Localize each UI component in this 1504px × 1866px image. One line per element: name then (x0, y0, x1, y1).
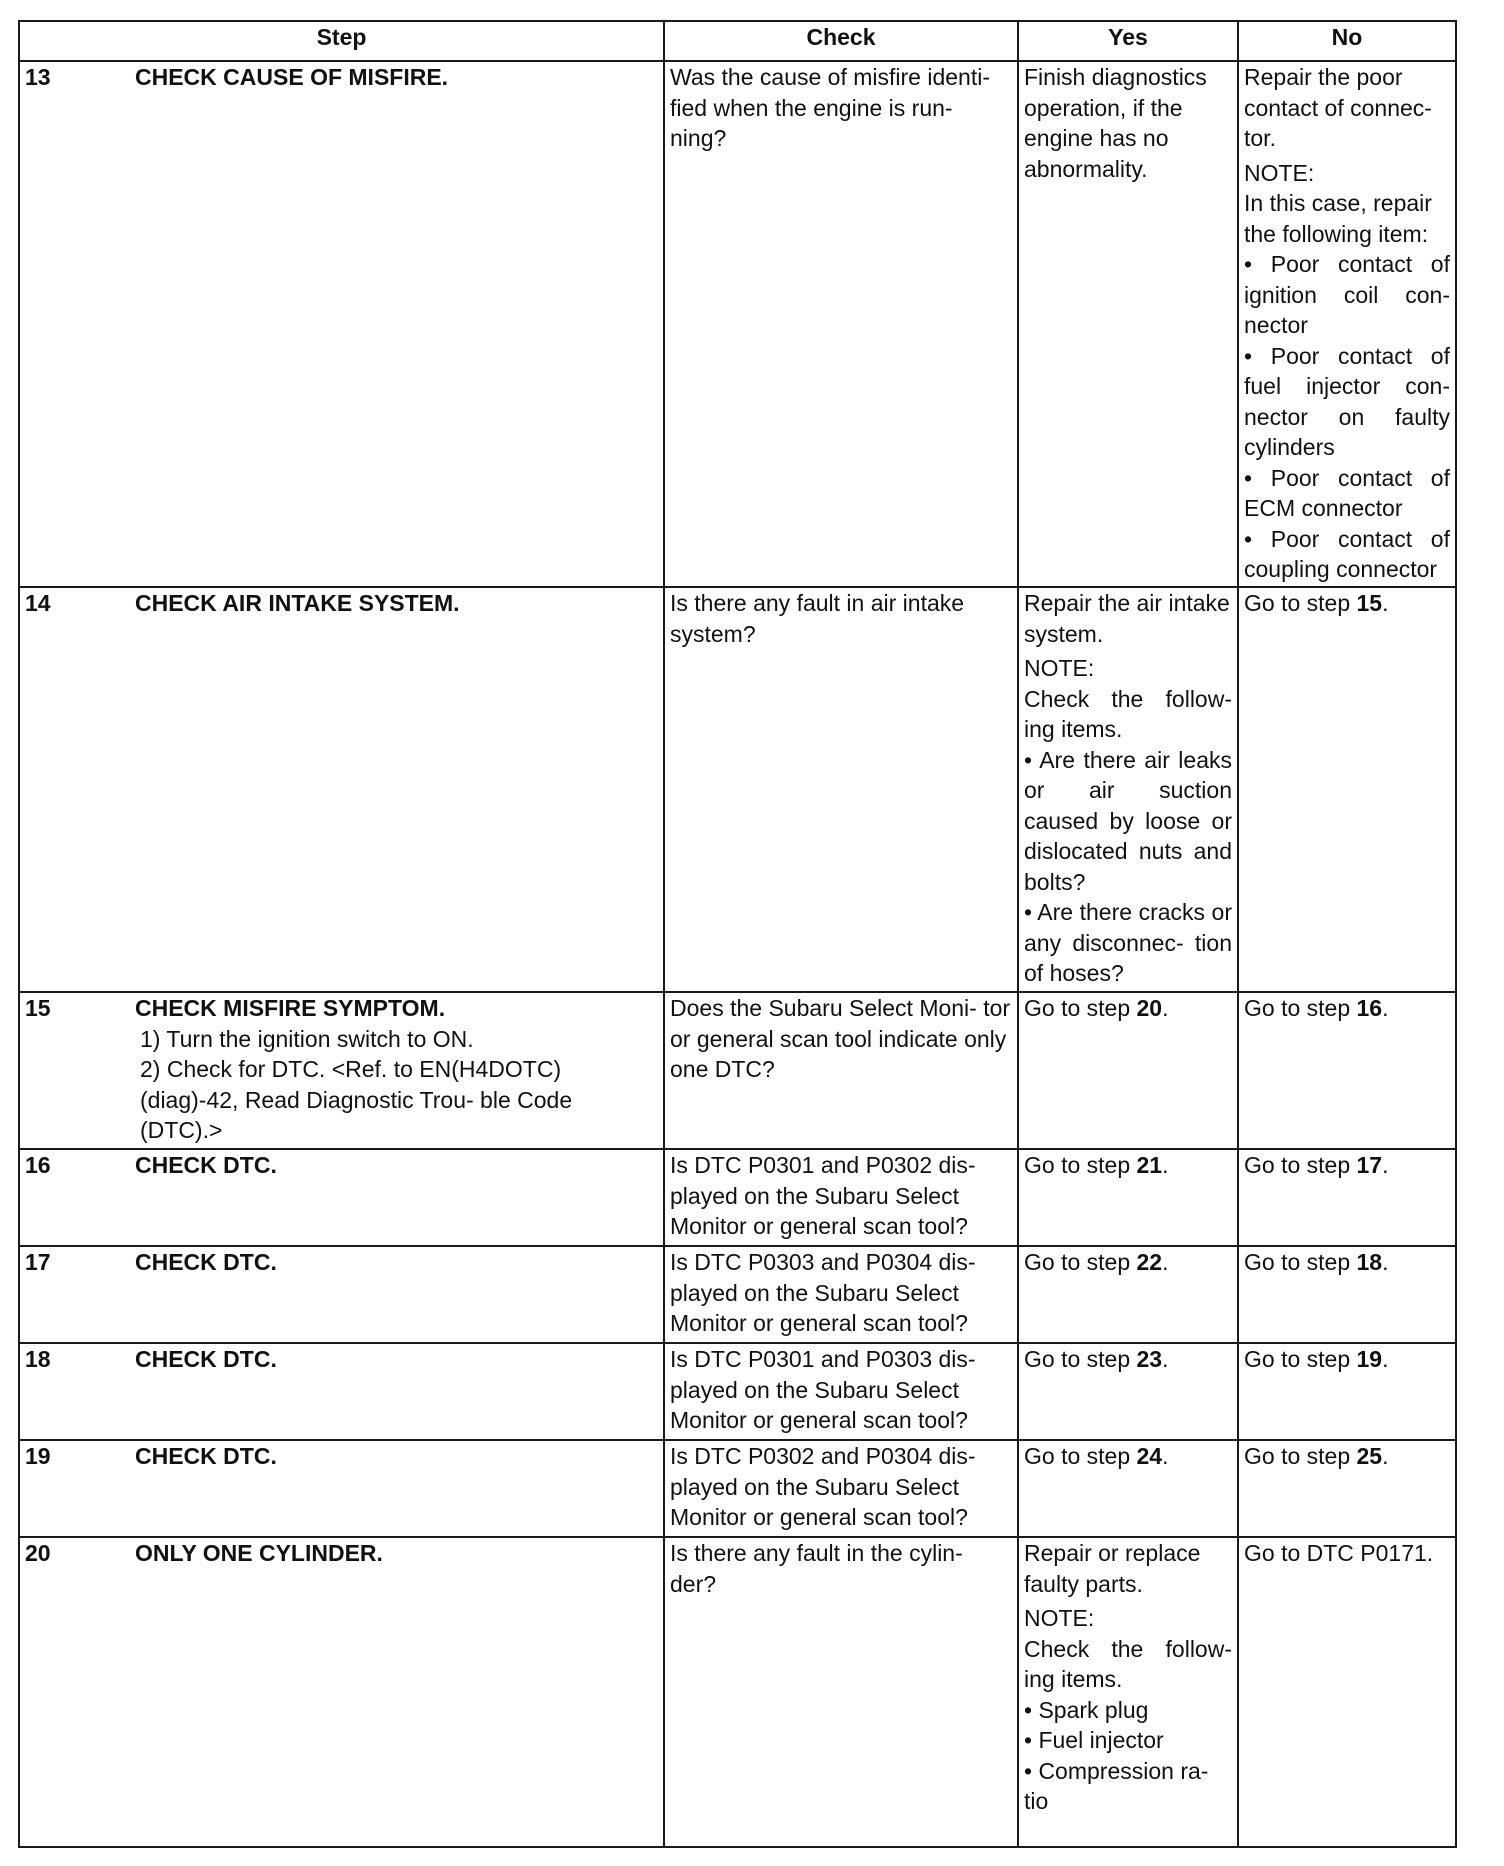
punct: . (1382, 1443, 1389, 1469)
note-item: • Fuel injector (1024, 1727, 1164, 1753)
go-to-prefix: Go to step (1024, 1249, 1137, 1275)
go-to-prefix: Go to step (1244, 1443, 1357, 1469)
punct: . (1382, 1152, 1389, 1178)
note-item: • Are there air leaks or air suction caused by loose or dislocated nuts and bolts? (1024, 746, 1232, 895)
table-row (19, 992, 1456, 1149)
note-text: Check the follow- ing items. (1024, 685, 1232, 742)
yes-cell (1018, 1440, 1238, 1537)
check-cell: Is there any fault in the cylin- der? (664, 1537, 1018, 1847)
table-row (19, 587, 1456, 992)
table-row (19, 1440, 1456, 1537)
check-cell: Is DTC P0302 and P0304 dis- played on the Subaru Select Monitor or general scan tool? (664, 1440, 1018, 1537)
punct: . (1162, 1152, 1169, 1178)
note-item: • Poor contact of coupling connector (1244, 525, 1450, 582)
step-number: 20 (25, 1540, 51, 1566)
table-row (19, 1343, 1456, 1440)
note-item: • Poor contact of fuel injector con- nector on faulty cylinders (1244, 342, 1450, 460)
no-text: Repair the poor contact of connec- tor. (1244, 64, 1432, 151)
step-number: 15 (25, 995, 51, 1021)
go-to-prefix: Go to step (1244, 995, 1357, 1021)
note-item: • Spark plug (1024, 1696, 1149, 1723)
yes-cell (1018, 1149, 1238, 1246)
no-cell: Go to DTC P0171. (1238, 1537, 1456, 1847)
go-to-prefix: Go to step (1024, 1443, 1137, 1469)
no-cell (1238, 1343, 1456, 1440)
go-to-prefix: Go to step (1024, 1346, 1137, 1372)
step-cell (19, 1246, 664, 1343)
step-link[interactable]: 19 (1356, 1346, 1383, 1372)
step-number: 13 (25, 64, 51, 90)
step-number: 18 (25, 1346, 51, 1372)
step-link[interactable]: 22 (1136, 1249, 1163, 1275)
go-to-prefix: Go to step (1244, 1346, 1357, 1372)
step-title: CHECK DTC. (135, 1346, 277, 1372)
check-cell: Is DTC P0301 and P0302 dis- played on the Subaru Select Monitor or general scan tool? (664, 1149, 1018, 1246)
go-to-prefix: Go to step (1244, 1249, 1357, 1275)
yes-text: Repair the air intake system. (1024, 590, 1230, 647)
punct: . (1162, 1249, 1169, 1275)
step-link[interactable]: 18 (1356, 1249, 1383, 1275)
substep: 1) Turn the ignition switch to ON. (140, 1025, 474, 1052)
note-label: NOTE: (1244, 159, 1315, 186)
step-title: CHECK DTC. (135, 1249, 277, 1275)
table-header-row (19, 21, 1456, 61)
step-cell (19, 587, 664, 992)
step-title: CHECK AIR INTAKE SYSTEM. (135, 590, 460, 616)
no-cell (1238, 61, 1456, 587)
step-link[interactable]: 23 (1136, 1346, 1163, 1372)
go-to-prefix: Go to step (1244, 1152, 1357, 1178)
step-cell (19, 992, 664, 1149)
step-title: CHECK MISFIRE SYMPTOM. (135, 995, 446, 1021)
step-link[interactable]: 20 (1136, 995, 1163, 1021)
step-link[interactable]: 15 (1356, 590, 1383, 616)
step-title: CHECK CAUSE OF MISFIRE. (135, 64, 449, 90)
yes-cell (1018, 1246, 1238, 1343)
yes-cell (1018, 1537, 1238, 1847)
note-label: NOTE: (1024, 1605, 1095, 1631)
note-item: • Compression ra- tio (1024, 1757, 1209, 1814)
table-row (19, 1537, 1456, 1847)
note-text: In this case, repair the following item: (1244, 190, 1432, 247)
punct: . (1382, 1249, 1389, 1275)
punct: . (1382, 1346, 1389, 1372)
note-item: • Poor contact of ECM connector (1244, 464, 1450, 521)
step-link[interactable]: 24 (1136, 1443, 1163, 1469)
step-number: 14 (25, 590, 51, 616)
table-row (19, 1246, 1456, 1343)
step-number: 19 (25, 1443, 51, 1469)
go-to-prefix: Go to step (1244, 590, 1357, 616)
step-link[interactable]: 25 (1356, 1443, 1383, 1469)
note-label: NOTE: (1024, 655, 1095, 681)
step-cell (19, 1149, 664, 1246)
step-title: CHECK DTC. (135, 1443, 277, 1469)
substep: 2) Check for DTC. <Ref. to EN(H4DOTC)(diag)-42, Read Diagnostic Trou- ble Code (DTC).> (140, 1056, 573, 1143)
step-cell (19, 1343, 664, 1440)
header-no: No (1238, 21, 1456, 61)
yes-cell (1018, 992, 1238, 1149)
punct: . (1162, 995, 1169, 1021)
table-row (19, 61, 1456, 587)
no-cell (1238, 587, 1456, 992)
go-to-prefix: Go to step (1024, 1152, 1137, 1178)
punct: . (1382, 995, 1389, 1021)
note-item: • Poor contact of ignition coil con- nector (1244, 251, 1450, 338)
table-row (19, 1149, 1456, 1246)
punct: . (1162, 1346, 1169, 1372)
check-cell: Is there any fault in air intake system? (664, 587, 1018, 992)
header-check: Check (664, 21, 1018, 61)
header-yes: Yes (1018, 21, 1238, 61)
yes-cell (1018, 587, 1238, 992)
step-number: 16 (25, 1152, 51, 1178)
yes-text: Repair or replace faulty parts. (1024, 1540, 1201, 1597)
step-title: ONLY ONE CYLINDER. (135, 1540, 383, 1566)
check-cell: Is DTC P0303 and P0304 dis- played on the Subaru Select Monitor or general scan tool? (664, 1246, 1018, 1343)
check-cell: Does the Subaru Select Moni- tor or general scan tool indicate only one DTC? (664, 992, 1018, 1149)
punct: . (1162, 1443, 1169, 1469)
step-title: CHECK DTC. (135, 1152, 277, 1178)
step-link[interactable]: 17 (1356, 1152, 1383, 1178)
yes-cell (1018, 1343, 1238, 1440)
punct: . (1382, 590, 1389, 616)
header-step: Step (19, 21, 664, 61)
diagnostic-table (18, 20, 1457, 1848)
step-link[interactable]: 21 (1136, 1152, 1163, 1178)
no-cell (1238, 992, 1456, 1149)
note-item: • Are there cracks or any disconnec- tion of hoses? (1024, 899, 1232, 986)
step-cell (19, 1440, 664, 1537)
go-to-prefix: Go to step (1024, 995, 1137, 1021)
check-cell: Was the cause of misfire identi- fied when the engine is run- ning? (664, 61, 1018, 587)
check-cell: Is DTC P0301 and P0303 dis- played on the Subaru Select Monitor or general scan tool? (664, 1343, 1018, 1440)
note-text: Check the follow- ing items. (1024, 1635, 1232, 1692)
no-cell (1238, 1440, 1456, 1537)
step-link[interactable]: 16 (1356, 995, 1383, 1021)
step-number: 17 (25, 1249, 51, 1275)
yes-cell: Finish diagnostics operation, if the engine has no abnormality. (1018, 61, 1238, 587)
step-cell (19, 1537, 664, 1847)
step-cell (19, 61, 664, 587)
no-cell (1238, 1149, 1456, 1246)
no-cell (1238, 1246, 1456, 1343)
